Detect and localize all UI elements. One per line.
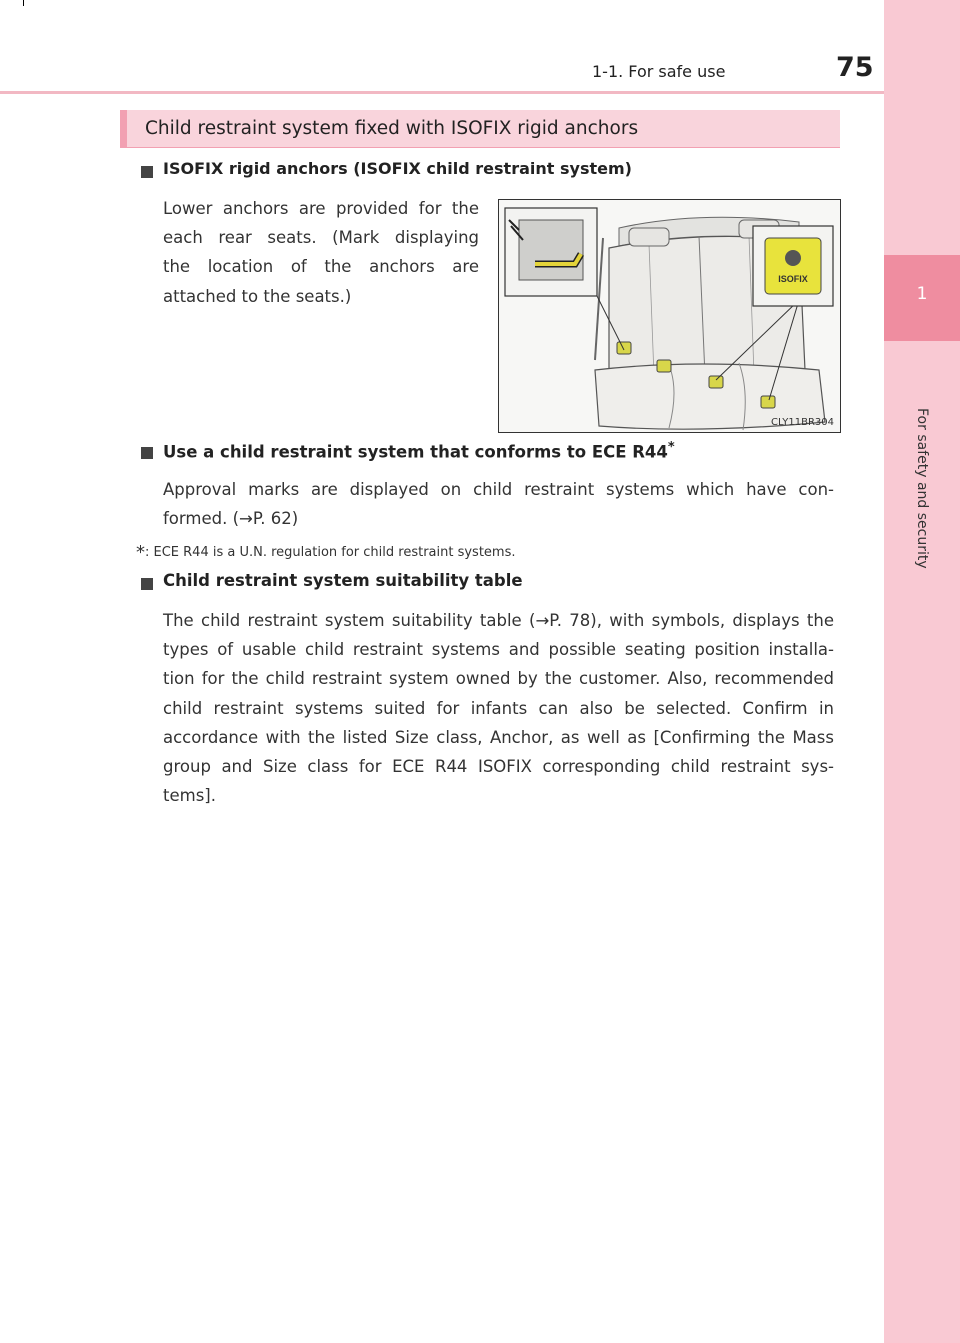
item-body (163, 606, 834, 810)
body-line: tion for the child restraint system owned by the customer. Also, recommended (163, 669, 834, 689)
body-line: each rear seats. (Mark displaying (163, 228, 479, 248)
item-heading-text: Use a child restraint system that conforms to ECE R44 (163, 442, 668, 462)
isofix-badge-label: ISOFIX (778, 274, 808, 284)
body-line: the location of the anchors are (163, 257, 479, 277)
chapter-number: 1 (916, 284, 928, 304)
item-heading: Child restraint system suitability table (163, 571, 523, 590)
header-section-label: 1-1. For safe use (592, 62, 726, 81)
body-line: The child restraint system suitability table (→P. 78), with symbols, displays the (163, 611, 834, 630)
body-line: group and Size class for ECE R44 ISOFIX corresponding child restraint sys- (163, 757, 834, 777)
body-line: Lower anchors are provided for the (163, 199, 479, 218)
body-line: Approval marks are displayed on child restraint systems which have con- (163, 480, 834, 499)
body-line: types of usable child restraint systems and possible seating position installa- (163, 640, 834, 660)
bullet-square-icon (141, 166, 153, 178)
chapter-side-tab (884, 0, 960, 1343)
item-body (163, 194, 479, 311)
page-number: 75 (836, 52, 874, 83)
section-title: Child restraint system fixed with ISOFIX rigid anchors (145, 118, 639, 139)
bullet-square-icon (141, 578, 153, 590)
chapter-title: For safety and security (914, 408, 930, 569)
bullet-square-icon (141, 447, 153, 459)
body-line: formed. (→P. 62) (163, 509, 299, 529)
footnote-text: : ECE R44 is a U.N. regulation for child restraint systems. (145, 545, 516, 560)
footnote (136, 540, 516, 561)
body-line: tems]. (163, 786, 216, 806)
crop-mark-left (23, 0, 24, 6)
figure-code: CLY11BR304 (771, 417, 834, 428)
section-title-bar (120, 110, 840, 148)
item-body (163, 475, 834, 533)
item-heading (163, 440, 675, 462)
item-heading: ISOFIX rigid anchors (ISOFIX child restraint system) (163, 159, 632, 178)
body-line: child restraint systems suited for infants can also be selected. Confirm in (163, 698, 834, 718)
body-line: attached to the seats.) (163, 286, 352, 306)
footnote-star: * (136, 542, 145, 563)
body-line: accordance with the listed Size class, Anchor, as well as [Confirming the Mass (163, 727, 834, 747)
footnote-marker: * (667, 440, 675, 455)
rear-seat-isofix-illustration (498, 199, 841, 433)
header-divider (0, 91, 884, 94)
rear-seat-drawing (499, 200, 840, 432)
